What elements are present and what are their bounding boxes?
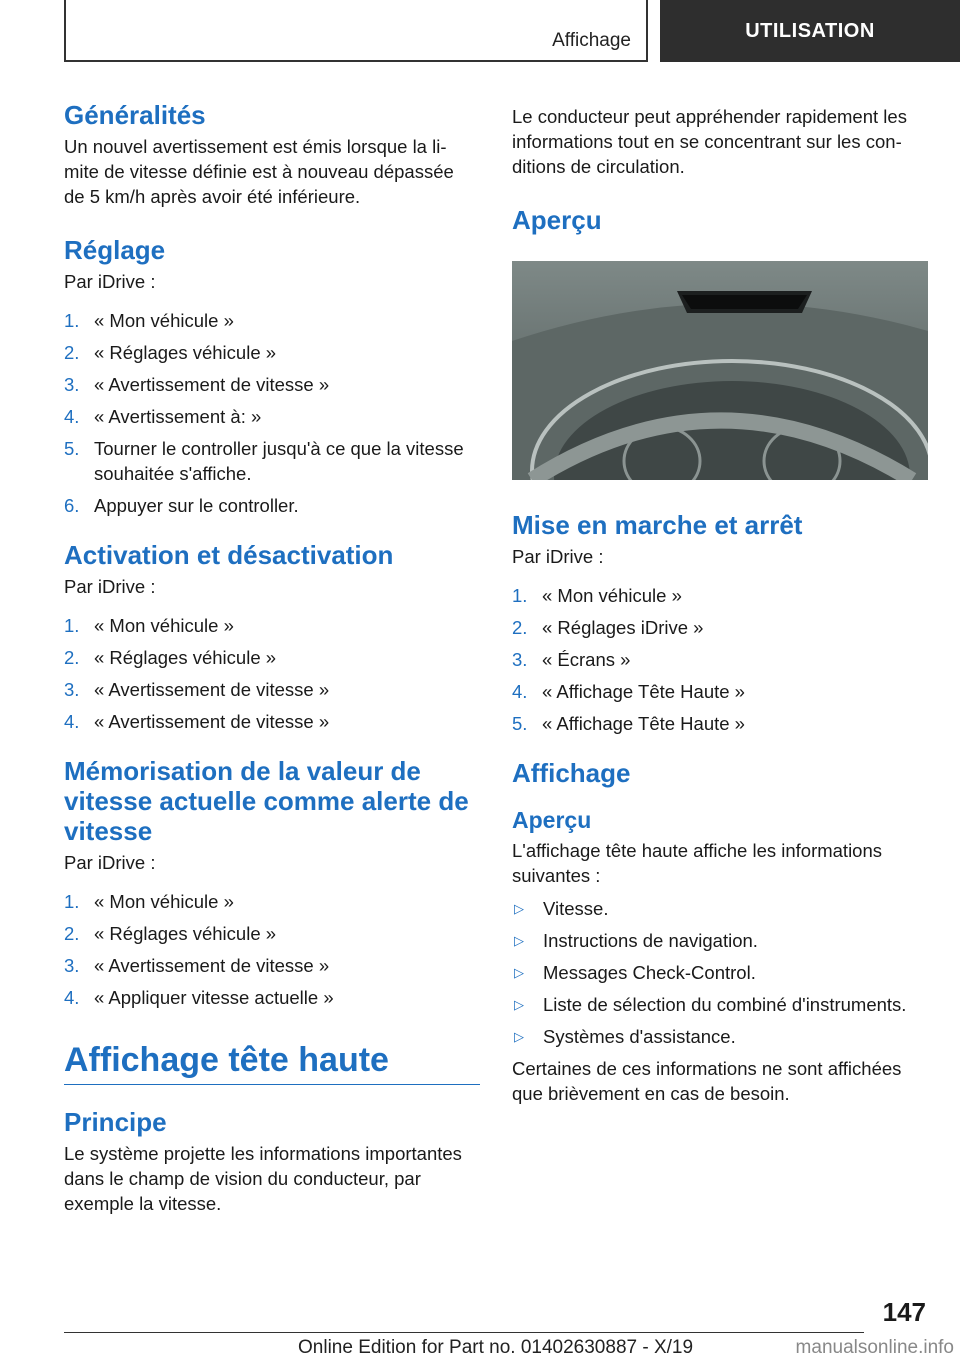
triangle-bullet-icon: ▷ bbox=[514, 965, 524, 980]
list-item: ▷ Messages Check-Control. bbox=[514, 962, 756, 983]
heading-memorisation: Mémorisation de la valeur de vitesse actuelle comme alerte de vitesse bbox=[64, 756, 469, 846]
triangle-bullet-icon: ▷ bbox=[514, 901, 524, 916]
affichage-closing: Certaines de ces informations ne sont affichées que brièvement en cas de besoin. bbox=[512, 1058, 902, 1104]
left-column bbox=[64, 100, 480, 1216]
list-item: 2. « Réglages véhicule » bbox=[64, 342, 277, 363]
list-item: 4. « Avertissement à: » bbox=[64, 406, 262, 427]
mise-steps bbox=[512, 583, 928, 736]
list-item: 3. « Avertissement de vitesse » bbox=[64, 374, 330, 395]
list-item: 4. « Affichage Tête Haute » bbox=[512, 681, 745, 702]
reglage-steps bbox=[64, 308, 480, 518]
list-item: 2. « Réglages iDrive » bbox=[512, 617, 704, 638]
generalites-text: Un nouvel avertissement est émis lorsque la li- mite de vitesse définie est à nouveau dépassée de 5 km/h après avoir été inférieure. bbox=[64, 136, 454, 207]
heading-apercu: Aperçu bbox=[512, 205, 602, 235]
heading-affichage: Affichage bbox=[512, 758, 631, 788]
affichage-bullets bbox=[512, 896, 928, 1049]
list-item: 5. Tourner le controller jusqu'à ce que la vitesse souhaitée s'affiche. bbox=[64, 438, 464, 484]
activation-steps bbox=[64, 613, 480, 734]
watermark: manualsonline.info bbox=[795, 1337, 954, 1358]
page-number: 147 bbox=[882, 1297, 926, 1327]
triangle-bullet-icon: ▷ bbox=[514, 997, 524, 1012]
subheading-apercu: Aperçu bbox=[512, 807, 592, 833]
heading-rule bbox=[64, 1084, 480, 1085]
header-section: Affichage bbox=[552, 30, 631, 51]
memorisation-intro: Par iDrive : bbox=[64, 852, 156, 873]
heading-generalites: Généralités bbox=[64, 100, 206, 130]
reglage-intro: Par iDrive : bbox=[64, 271, 156, 292]
heading-mise-en-marche: Mise en marche et arrêt bbox=[512, 510, 803, 540]
heading-principe: Principe bbox=[64, 1107, 167, 1137]
head-up-display-photo bbox=[512, 261, 928, 480]
triangle-bullet-icon: ▷ bbox=[514, 933, 524, 948]
affichage-text: L'affichage tête haute affiche les informations suivantes : bbox=[512, 840, 883, 886]
list-item: 3. « Avertissement de vitesse » bbox=[64, 679, 330, 700]
heading-reglage: Réglage bbox=[64, 235, 166, 265]
list-item: 6. Appuyer sur le controller. bbox=[64, 495, 299, 516]
list-item: 1. « Mon véhicule » bbox=[64, 891, 234, 912]
list-item: 5. « Affichage Tête Haute » bbox=[512, 713, 745, 734]
right-column bbox=[512, 100, 928, 1106]
list-item: 2. « Réglages véhicule » bbox=[64, 647, 277, 668]
list-item: 2. « Réglages véhicule » bbox=[64, 923, 277, 944]
triangle-bullet-icon: ▷ bbox=[514, 1029, 524, 1044]
list-item: 3. « Écrans » bbox=[512, 649, 631, 670]
principe-text: Le système projette les informations importantes dans le champ de vision du conducteur, par exemple la vitesse. bbox=[64, 1143, 462, 1214]
footer-rule bbox=[64, 1332, 864, 1333]
header-box bbox=[64, 0, 648, 62]
activation-intro: Par iDrive : bbox=[64, 576, 156, 597]
list-item: ▷ Liste de sélection du combiné d'instruments. bbox=[514, 994, 907, 1015]
intro-text: Le conducteur peut appréhender rapidement les informations tout en se concentrant sur les con- ditions de circulation. bbox=[512, 106, 907, 177]
list-item: 4. « Avertissement de vitesse » bbox=[64, 711, 330, 732]
list-item: 1. « Mon véhicule » bbox=[64, 615, 234, 636]
list-item: ▷ Vitesse. bbox=[514, 898, 609, 919]
list-item: 1. « Mon véhicule » bbox=[64, 310, 234, 331]
heading-affichage-tete-haute: Affichage tête haute bbox=[64, 1041, 389, 1079]
header-chapter: UTILISATION bbox=[660, 0, 960, 62]
mise-intro: Par iDrive : bbox=[512, 546, 604, 567]
memorisation-steps bbox=[64, 889, 480, 1010]
list-item: ▷ Instructions de navigation. bbox=[514, 930, 758, 951]
list-item: ▷ Systèmes d'assistance. bbox=[514, 1026, 736, 1047]
list-item: 1. « Mon véhicule » bbox=[512, 585, 682, 606]
list-item: 3. « Avertissement de vitesse » bbox=[64, 955, 330, 976]
list-item: 4. « Appliquer vitesse actuelle » bbox=[64, 987, 334, 1008]
footer-edition: Online Edition for Part no. 01402630887 - X/19 bbox=[298, 1337, 694, 1358]
heading-activation: Activation et désactivation bbox=[64, 540, 394, 570]
